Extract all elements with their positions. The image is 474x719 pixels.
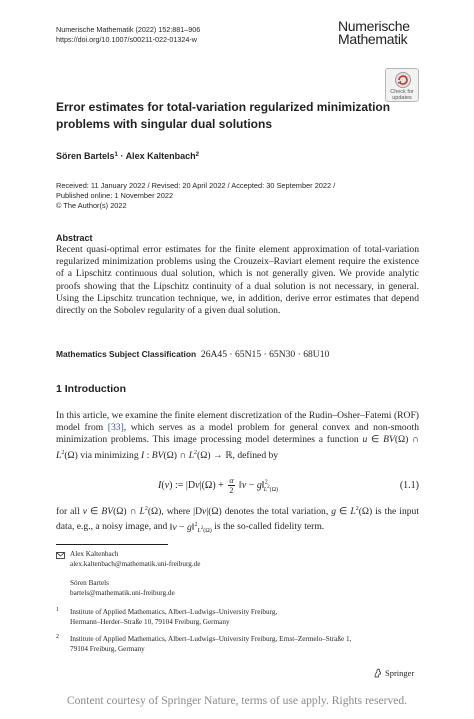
math-inline: v ∈ BV(Ω) ∩ $L^2(\Omega)$ (82, 506, 162, 518)
envelope-icon (56, 552, 65, 559)
affiliation-mark: 2 (195, 152, 199, 158)
springer-horse-icon (373, 668, 382, 678)
check-updates-label-2: updates (392, 95, 412, 101)
affiliation-line: Hermann–Herder–Straße 10, 79104 Freiburg, Germany (70, 618, 230, 627)
abstract-text: Recent quasi-optimal error estimates for the finite element approximation of total-variation regularized minimization problems using the Crouzeix–Raviart element require the existence of a Lipschitz continuous dual solution, which is not generally given. We provide analytic proofs showing that the Lipschitz continuity of a dual solution is not necessary, in general. Using the Lipschitz truncation technique, we, in addition, derive error estimates that depend directly on the Sobolev regularity of a given dual solution. (56, 244, 419, 317)
publisher-logo (373, 668, 414, 678)
contact-name: Sören Bartels (70, 579, 109, 587)
courtesy-notice: Content courtesy of Springer Nature, terms of use apply. Rights reserved. (66, 694, 408, 707)
dates-line: Received: 11 January 2022 / Revised: 20 April 2022 / Accepted: 30 September 2022 / (56, 181, 336, 190)
intro-text: for all (56, 506, 83, 518)
msc-label: Mathematics Subject Classification (56, 349, 197, 359)
intro-text: , which serves as a model problem for general convex and non-smooth minimization problems. This image processing model determines a function (56, 422, 419, 446)
contact-name: Alex Kaltenbach (70, 550, 119, 558)
journal-meta (56, 25, 200, 45)
equation-body: I(v) := |Dv|(Ω) + $\frac{\alpha}{2}$ ‖v − g‖$^2_{L^2(\Omega)}$ (158, 476, 279, 495)
affiliation-mark: 1 (114, 152, 118, 158)
contact-email[interactable]: alex.kaltenbach@mathematik.uni-freiburg.de (70, 560, 201, 569)
article-title: Error estimates for total-variation regularized minimization problems with singular dual solutions (56, 100, 391, 131)
math-inline: |Dv|(Ω) (193, 506, 222, 518)
publication-dates (56, 181, 335, 211)
intro-text: is the so-called fidelity term. (211, 521, 325, 533)
affiliation-line: Institute of Applied Mathematics, Albert–Ludwigs–University Freiburg, Ernst–Zermelo–Straße 1, (70, 635, 352, 643)
footnote-mark: 2 (56, 634, 59, 640)
affiliation-line: 79104 Freiburg, Germany (70, 645, 145, 654)
intro-text: In this article, we examine the finite element discretization of the Rudin–Osher–Fatemi (ROF) model from (56, 410, 419, 434)
intro-text: , defined by (232, 449, 279, 461)
abstract-heading: Abstract (56, 233, 93, 243)
footnote-divider (56, 544, 168, 545)
intro-paragraph (56, 410, 419, 462)
corresponding-author (70, 549, 200, 569)
intro-text: via minimizing (77, 449, 142, 461)
check-updates-label-1: Check for (390, 89, 414, 95)
affiliation-2 (70, 634, 351, 654)
math-inline: u ∈ BV(Ω) ∩ $L^2(\Omega)$ (56, 434, 419, 461)
author-name[interactable]: Sören Bartels (56, 151, 115, 161)
dates-line: Published online: 1 November 2022 (56, 191, 174, 200)
equation-number: (1.1) (399, 480, 419, 491)
section-heading: 1 Introduction (56, 383, 126, 395)
author-separator: · (120, 151, 124, 161)
second-author-contact (70, 578, 175, 598)
refresh-icon (394, 71, 412, 89)
doi-link[interactable]: https://doi.org/10.1007/s00211-022-01324-w (56, 35, 197, 44)
journal-name-line1: Numerische (338, 18, 410, 34)
equation-1-1 (56, 470, 419, 498)
citation-link[interactable]: [33] (107, 422, 124, 434)
math-inline: ‖v − g‖$^2_{L^2(\Omega)}$ (169, 521, 212, 535)
copyright-line: © The Author(s) 2022 (56, 201, 127, 210)
author-list (56, 149, 199, 162)
msc-classification (56, 348, 329, 361)
journal-reference: Numerische Mathematik (2022) 152:881–906 (56, 25, 201, 34)
math-inline: I : BV(Ω) ∩ $L^2(\Omega)$ → ℝ (141, 449, 233, 461)
msc-codes: 26A45 · 65N15 · 65N30 · 68U10 (200, 349, 330, 360)
affiliation-line: Institute of Applied Mathematics, Albert–Ludwigs–University Freiburg, (70, 608, 278, 616)
publisher-name: Springer (385, 668, 415, 678)
intro-text: is the input data, e.g., a noisy image, and (56, 506, 420, 533)
check-for-updates-button[interactable] (385, 68, 419, 102)
intro-text: , where (161, 506, 194, 518)
intro-paragraph-continued (56, 503, 419, 538)
affiliation-1 (70, 607, 277, 627)
journal-name-line2: Mathematik (338, 30, 408, 47)
author-name[interactable]: Alex Kaltenbach (125, 151, 196, 161)
journal-logo (338, 20, 448, 45)
intro-text: denotes the total variation, (221, 506, 332, 518)
math-inline: g ∈ $L^2(\Omega)$ (331, 506, 373, 518)
contact-email[interactable]: bartels@mathematik.uni-freiburg.de (70, 589, 175, 598)
footnote-mark: 1 (56, 607, 59, 613)
